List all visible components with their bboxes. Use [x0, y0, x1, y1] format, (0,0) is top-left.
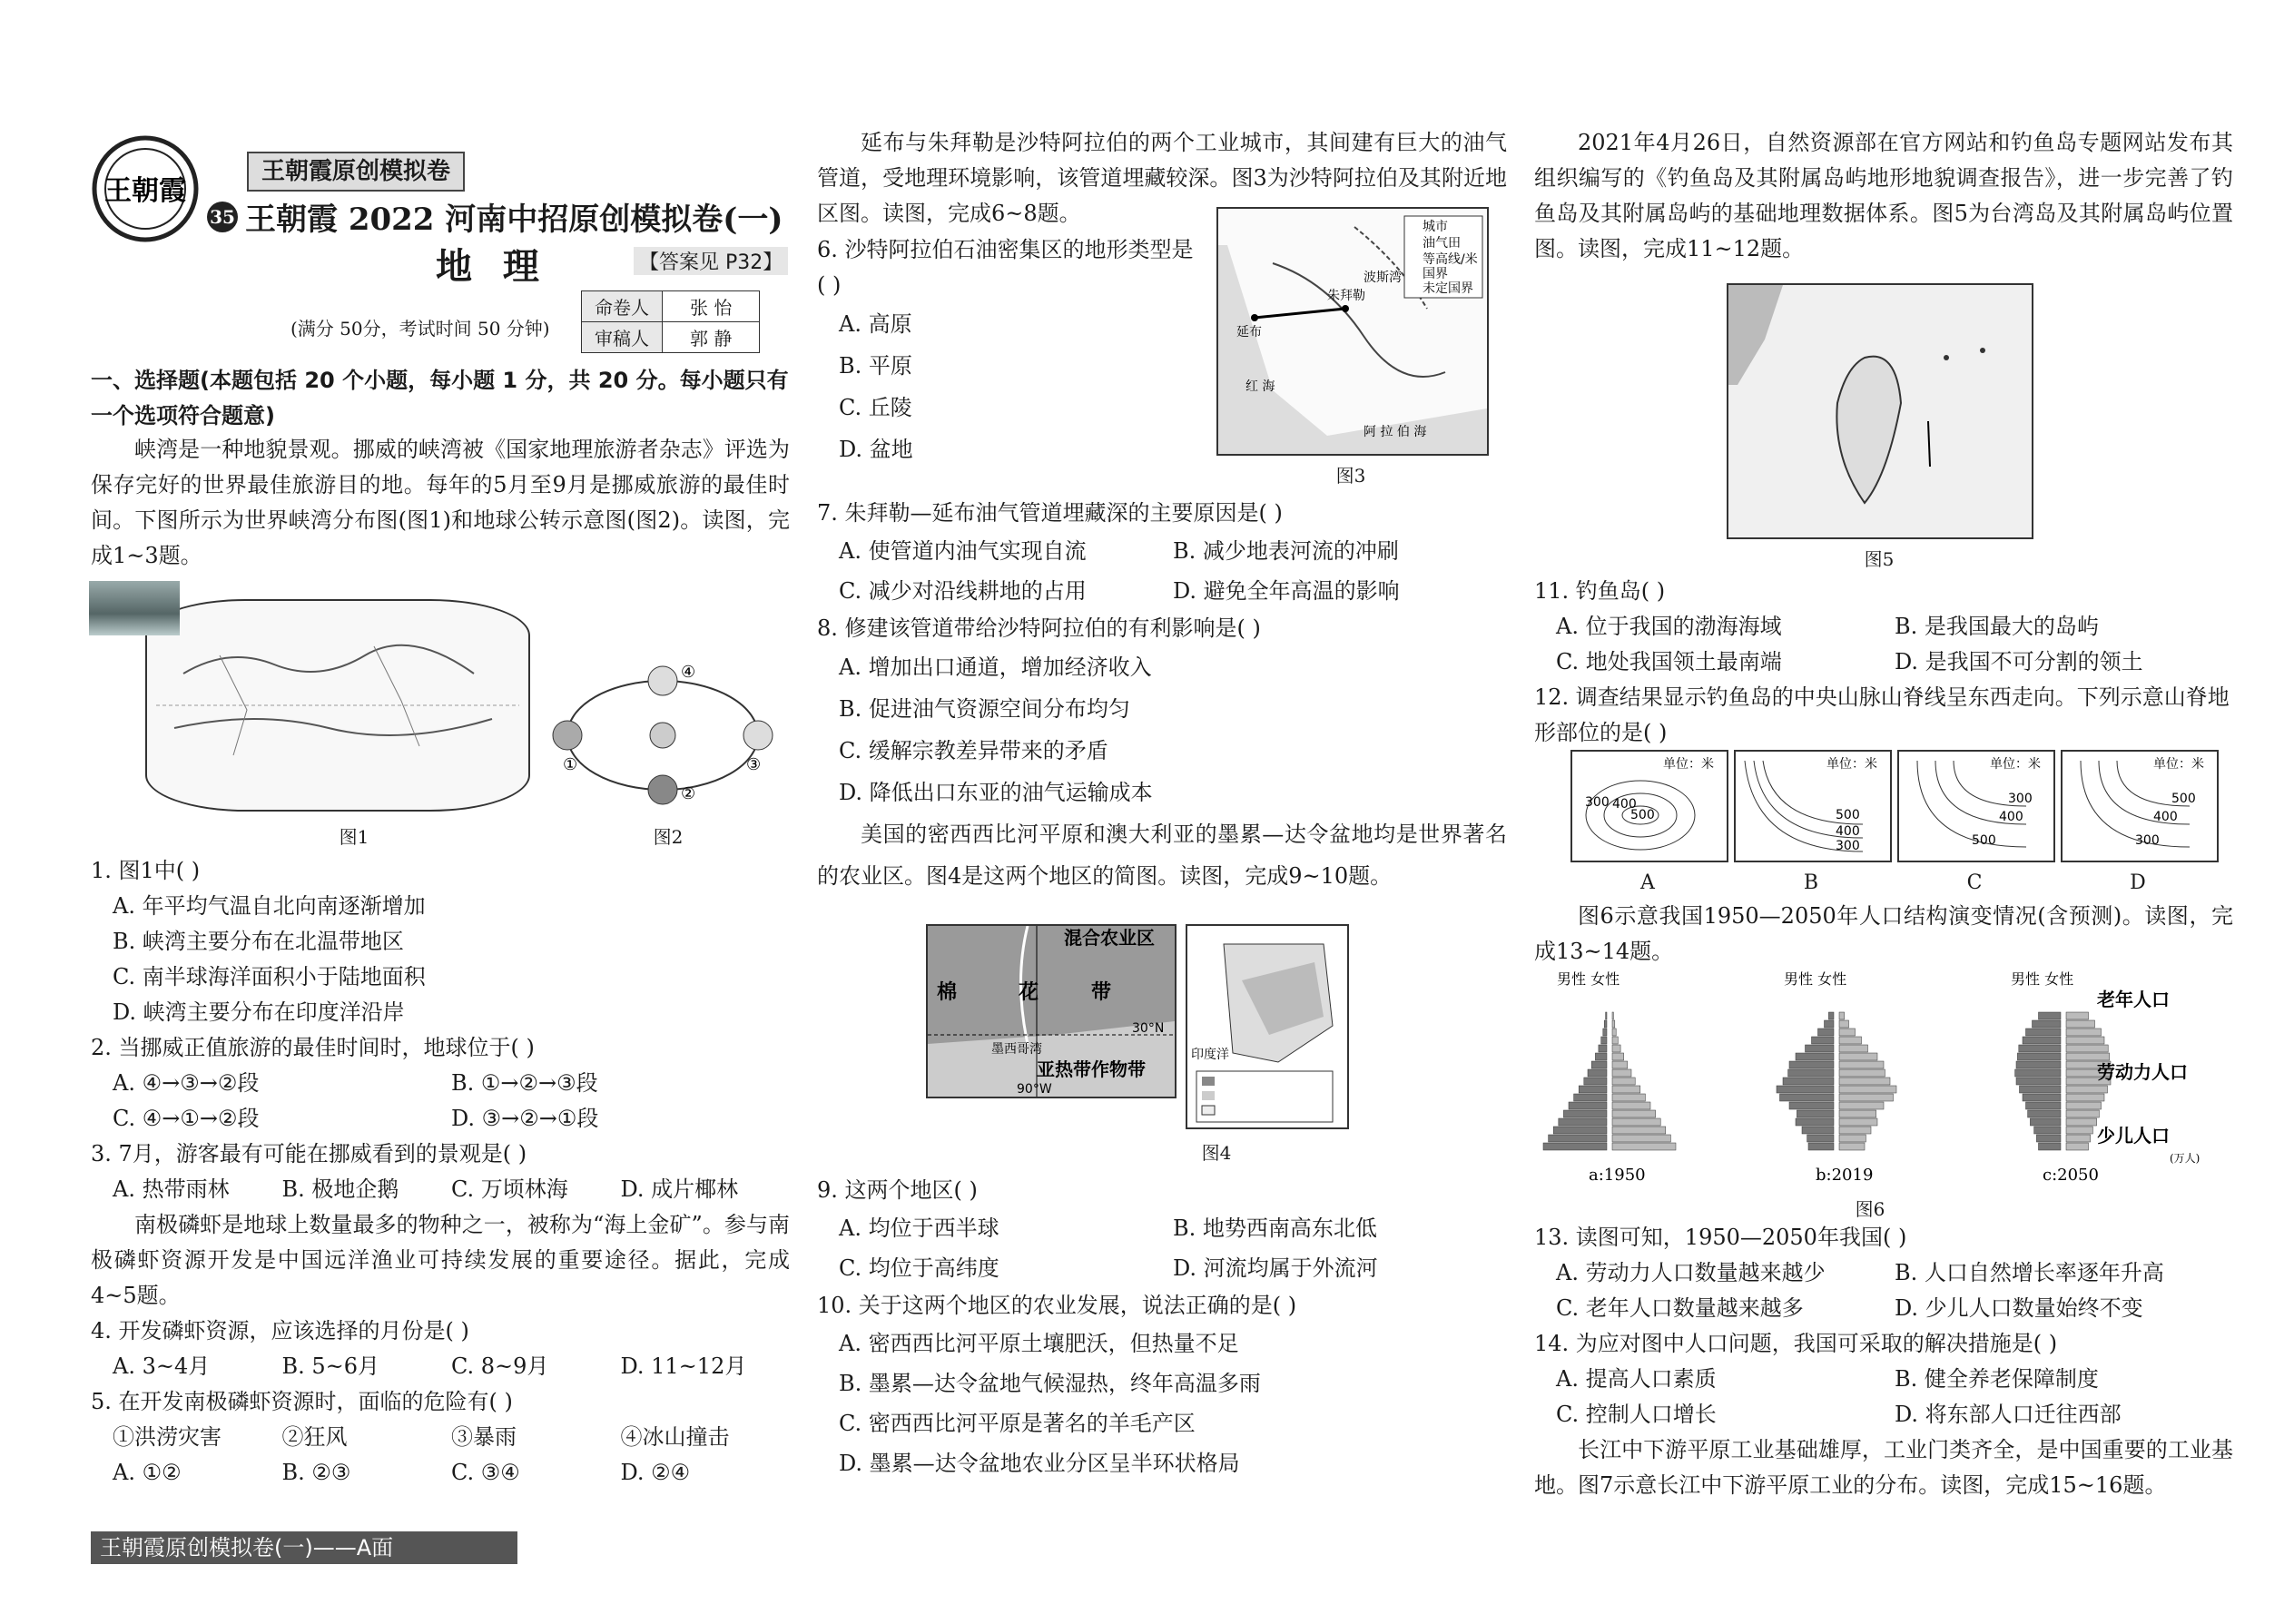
pyramid-bar: [1563, 1110, 1607, 1117]
pyramid-bar: [2039, 1012, 2062, 1019]
q3-option-b[interactable]: B. 极地企鹅: [281, 1176, 399, 1202]
q5-option-b[interactable]: B. ②③: [281, 1460, 351, 1485]
contour-c-unit: 单位：米: [1990, 757, 2041, 772]
pyramid-bar: [1789, 1102, 1834, 1109]
pyramid-bar: [1839, 1143, 1865, 1150]
setter-label: 命卷人: [582, 291, 663, 322]
q7-option-a[interactable]: A. 使管道内油气实现自流: [839, 538, 1087, 564]
q4-option-c[interactable]: C. 8~9月: [451, 1353, 549, 1379]
contour-b-unit: 单位：米: [1826, 757, 1877, 772]
question-10-options: [817, 1324, 1507, 1483]
fig4-label-lat: 30°N: [1132, 1021, 1165, 1036]
question-4-options: [91, 1349, 790, 1384]
pyramid-bar: [1839, 1045, 1868, 1052]
contour-d-value-1: 500: [2171, 792, 2196, 806]
question-5-items: [91, 1420, 790, 1455]
contour-b-value-3: 300: [1836, 839, 1860, 853]
intro-yangtze-industry: 长江中下游平原工业基础雄厚，工业门类齐全，是中国重要的工业基地。图7示意长江中下游平原工业的分布。读图，完成15~16题。: [1534, 1437, 2233, 1498]
pyramid-bar: [2026, 1102, 2062, 1109]
contour-c-value-3: 500: [1972, 833, 1996, 848]
q5-option-c[interactable]: C. ③④: [451, 1460, 520, 1485]
question-13-options: [1534, 1255, 2233, 1326]
contour-option-b[interactable]: [1734, 750, 1888, 894]
q8-option-a[interactable]: A. 增加出口通道，增加经济收入: [839, 655, 1152, 680]
q5-option-d[interactable]: D. ②④: [620, 1460, 691, 1485]
pyramid-bar: [1839, 1135, 1866, 1142]
question-11-options: [1534, 609, 2233, 680]
pyramid-bar: [1818, 1029, 1835, 1036]
q11-option-d[interactable]: D. 是我国不可分割的领土: [1895, 649, 2143, 674]
pyramid-bar: [1599, 1045, 1607, 1052]
q3-option-a[interactable]: A. 热带雨林: [113, 1176, 230, 1202]
question-5: 5. 在开发南极磷虾资源时，面临的危险有( ): [91, 1389, 513, 1414]
pyramid-bar: [1839, 1094, 1894, 1101]
pyramid-bar: [1783, 1078, 1834, 1085]
question-14: 14. 为应对图中人口问题，我国可采取的解决措施是( ): [1534, 1331, 2058, 1356]
q3-option-d[interactable]: D. 成片椰林: [620, 1176, 739, 1202]
q14-option-a[interactable]: A. 提高人口素质: [1556, 1366, 1717, 1392]
fig4-label-lon: 90°W: [1017, 1082, 1052, 1097]
fig4-label-cotton-1: 棉: [937, 980, 958, 1004]
q11-option-a[interactable]: A. 位于我国的渤海海域: [1556, 614, 1782, 639]
pyramid-bar: [1603, 1029, 1607, 1036]
fig4-label-indian-ocean: 印度洋: [1191, 1048, 1229, 1062]
pyramid-bar: [1612, 1143, 1676, 1150]
figure-1-caption: 图1: [339, 826, 369, 848]
pyramid-bar: [1812, 1037, 1835, 1044]
pyramid-bar: [1797, 1110, 1834, 1117]
pyramid-bar: [2036, 1135, 2061, 1142]
pyramid-bar: [1839, 1078, 1890, 1085]
pyramid-bar: [1806, 1045, 1835, 1052]
contour-a-value-2: 400: [1612, 797, 1637, 812]
pyramid-bar: [2033, 1020, 2062, 1028]
pyramid-sex-labels: 男性 女性: [1784, 970, 1847, 988]
svg-text:王朝霞: 王朝霞: [104, 175, 186, 207]
fig3-legend-border: 国界: [1423, 267, 1448, 281]
pyramid-bar: [1789, 1061, 1834, 1068]
fig3-label-jubail: 朱拜勒: [1327, 289, 1365, 303]
intro-diaoyu: 2021年4月26日，自然资源部在官方网站和钓鱼岛专题网站发布其组织编写的《钓鱼岛及其附属岛屿地形地貌调查报告》，进一步完善了钓鱼岛及其附属岛屿的基础地理数据体系。图5为台湾岛及其附属岛屿位置图。读图，完成11~12题。: [1534, 130, 2233, 261]
pyramid-bar: [1553, 1127, 1607, 1134]
question-8-options: [817, 646, 1507, 813]
intro-pipeline: 延布与朱拜勒是沙特阿拉伯的两个工业城市，其间建有巨大的油气管道，受地理环境影响，该管道埋藏较深。图3为沙特阿拉伯及其附近地区图。读图，完成6~8题。: [817, 130, 1507, 226]
q9-option-c[interactable]: C. 均位于高纬度: [839, 1255, 999, 1281]
figure-4-caption: 图4: [1201, 1142, 1232, 1164]
pyramid-bar: [2016, 1078, 2061, 1085]
fig3-label-red-sea: 红 海: [1245, 379, 1275, 394]
contour-c-letter: C: [1966, 871, 1983, 894]
question-5-options: [91, 1455, 790, 1491]
q9-option-b[interactable]: B. 地势西南高东北低: [1173, 1216, 1377, 1241]
pyramid-bar: [1612, 1045, 1620, 1052]
pyramid-bar: [1612, 1012, 1613, 1019]
pyramid-bar: [1780, 1094, 1835, 1101]
q8-option-c[interactable]: C. 缓解宗教差异带来的矛盾: [839, 738, 1108, 763]
pyramid-bar: [1839, 1118, 1877, 1126]
pyramid-bar: [1579, 1086, 1607, 1093]
pyramid-bar: [2066, 1037, 2104, 1044]
svg-text:③: ③: [746, 755, 762, 774]
pyramid-bar: [1606, 1012, 1607, 1019]
q6-option-b[interactable]: B. 平原: [839, 353, 912, 379]
question-6: 6. 沙特阿拉伯石油密集区的地形类型是( ): [817, 237, 1194, 298]
q10-option-d[interactable]: D. 墨累—达令盆地农业分区呈半环状格局: [839, 1451, 1240, 1476]
answer-reference: 【答案见 P32】: [634, 247, 788, 275]
q5-item-1: ①洪涝灾害: [113, 1424, 222, 1450]
pyramid-bar: [1612, 1110, 1656, 1117]
question-4: 4. 开发磷虾资源，应该选择的月份是( ): [91, 1318, 469, 1343]
pyramid-bar: [2066, 1086, 2108, 1093]
contour-option-d[interactable]: [2061, 750, 2215, 894]
pyramid-bar: [1612, 1102, 1650, 1109]
q5-item-2: ②狂风: [281, 1424, 348, 1450]
paper-number-badge: 35: [207, 202, 238, 232]
pyramid-bar: [1802, 1127, 1834, 1134]
pyramid-bar: [1569, 1102, 1607, 1109]
question-3: 3. 7月，游客最有可能在挪威看到的景观是( ): [91, 1141, 527, 1166]
q14-option-b[interactable]: B. 健全养老保障制度: [1895, 1366, 2099, 1392]
pyramid-bar: [2020, 1086, 2062, 1093]
contour-a-value-3: 500: [1630, 808, 1655, 822]
pyramid-bar: [1612, 1086, 1640, 1093]
pyramid-bar: [1612, 1127, 1666, 1134]
pyramid-bar: [2030, 1118, 2061, 1126]
pyramid-bar: [2066, 1118, 2097, 1126]
contour-d-value-2: 400: [2153, 810, 2178, 824]
pyramid-bar: [1777, 1086, 1834, 1093]
q11-option-c[interactable]: C. 地处我国领土最南端: [1556, 649, 1782, 674]
pyramid-bar: [1559, 1118, 1607, 1126]
fig4-label-cotton-3: 带: [1091, 980, 1112, 1004]
pyramid-bar: [2034, 1127, 2061, 1134]
q13-option-c[interactable]: C. 老年人口数量越来越多: [1556, 1295, 1804, 1321]
fig3-legend-city: 城市: [1423, 220, 1448, 234]
q5-item-4: ④冰山撞击: [620, 1424, 730, 1450]
q10-option-a[interactable]: A. 密西西比河平原土壤肥沃，但热量不足: [839, 1331, 1239, 1356]
pyramid-bar: [1612, 1135, 1670, 1142]
fig3-legend-oilfield: 油气田: [1423, 236, 1461, 251]
q2-option-b[interactable]: B. ①→②→③段: [451, 1070, 598, 1096]
figure-4-murray-darling-map: [1186, 924, 1349, 1129]
reviewer-label: 审稿人: [582, 322, 663, 353]
q8-option-d[interactable]: D. 降低出口东亚的油气运输成本: [839, 780, 1153, 805]
brand-seal-logo: [91, 134, 200, 243]
pyramid-bar: [1604, 1020, 1607, 1028]
contour-c-value-2: 400: [1999, 810, 2023, 824]
q3-option-c[interactable]: C. 万顷林海: [451, 1176, 568, 1202]
author-table: [581, 290, 760, 353]
pyramid-bar: [2066, 1102, 2102, 1109]
fig4-label-cotton-2: 花: [1019, 980, 1039, 1004]
pyramid-bar: [1612, 1029, 1616, 1036]
series-badge: 王朝霞原创模拟卷: [247, 152, 465, 192]
contour-c-value-1: 300: [2008, 792, 2033, 806]
paper-title: 王朝霞 2022 河南中招原创模拟卷(一): [245, 202, 783, 238]
question-7: 7. 朱拜勒—延布油气管道埋藏深的主要原因是( ): [817, 500, 1283, 526]
pyramid-bar: [2066, 1053, 2110, 1060]
q6-option-c[interactable]: C. 丘陵: [839, 395, 912, 420]
pyramid-bar: [2066, 1020, 2095, 1028]
pyramid-bar: [1839, 1012, 1845, 1019]
contour-a-value-1: 300: [1585, 795, 1610, 810]
pyramid-bar: [1612, 1069, 1631, 1077]
svg-text:②: ②: [681, 784, 696, 803]
question-13: 13. 读图可知，1950—2050年我国( ): [1534, 1225, 1907, 1250]
q4-option-b[interactable]: B. 5~6月: [281, 1353, 380, 1379]
pyramid-bar: [1591, 1061, 1607, 1068]
pyramid-bar: [2039, 1143, 2062, 1150]
pyramid-bar: [1839, 1086, 1896, 1093]
q11-option-b[interactable]: B. 是我国最大的岛屿: [1895, 614, 2099, 639]
q13-option-a[interactable]: A. 劳动力人口数量越来越少: [1556, 1260, 1826, 1285]
figure-2-caption: 图2: [653, 826, 684, 848]
subject-title: 地 理: [436, 245, 548, 288]
pyramid-bar: [1612, 1078, 1635, 1085]
question-1-options: [91, 889, 790, 1030]
figure-1-world-map: [145, 599, 530, 812]
figure-4-mississippi-map: [926, 924, 1177, 1098]
pyramid-caption: a:1950: [1589, 1166, 1646, 1185]
question-9: 9. 这两个地区( ): [817, 1177, 978, 1203]
q13-option-d[interactable]: D. 少儿人口数量始终不变: [1895, 1295, 2143, 1321]
svg-text:④: ④: [681, 663, 696, 682]
q7-option-c[interactable]: C. 减少对沿线耕地的占用: [839, 578, 1087, 604]
pyramid-group-label: 劳动力人口: [2097, 1061, 2188, 1083]
pyramid-bar: [1839, 1069, 1885, 1077]
pyramid-bar: [1788, 1069, 1834, 1077]
pyramid-bar: [2066, 1110, 2099, 1117]
q10-option-b[interactable]: B. 墨累—达令盆地气候湿热，终年高温多雨: [839, 1371, 1261, 1396]
pyramid-bar: [1584, 1078, 1607, 1085]
pyramid-caption: c:2050: [2043, 1166, 2099, 1185]
pyramid-bar: [1612, 1118, 1660, 1126]
figure-6-pyramids: [1534, 969, 2233, 1187]
pyramid-bar: [2026, 1029, 2062, 1036]
q2-option-a[interactable]: A. ④→③→②段: [113, 1070, 260, 1096]
intro-population: 图6示意我国1950—2050年人口结构演变情况(含预测)。读图，完成13~14题。: [1534, 903, 2233, 964]
pyramid-bar: [1839, 1102, 1884, 1109]
contour-b-value-1: 500: [1836, 808, 1860, 822]
contour-a-letter: A: [1640, 871, 1655, 894]
pyramid-sex-labels: 男性 女性: [1557, 970, 1620, 988]
pyramid-bar: [2066, 1094, 2104, 1101]
q8-option-b[interactable]: B. 促进油气资源空间分布均匀: [839, 696, 1130, 722]
question-11: 11. 钓鱼岛( ): [1534, 578, 1666, 604]
pyramid-bar: [1839, 1127, 1871, 1134]
svg-text:①: ①: [563, 755, 578, 774]
q14-option-d[interactable]: D. 将东部人口迁往西部: [1895, 1402, 2122, 1427]
pyramid-bar: [1595, 1053, 1607, 1060]
contour-options-row: [1570, 750, 2224, 894]
contour-option-c[interactable]: [1897, 750, 2052, 894]
pyramid-bar: [1612, 1053, 1624, 1060]
figure-3-caption: 图3: [1335, 465, 1366, 487]
pyramid-bar: [1574, 1094, 1607, 1101]
question-2-options: [91, 1066, 790, 1137]
pyramid-bar: [1588, 1069, 1607, 1077]
pyramid-bar: [2066, 1143, 2089, 1150]
population-pyramids-svg: [1534, 969, 2233, 1187]
question-14-options: [1534, 1362, 2233, 1432]
q6-option-a[interactable]: A. 高原: [839, 311, 912, 337]
fig3-legend-contour: 等高线/米: [1423, 252, 1478, 267]
pyramid-bar: [1612, 1061, 1628, 1068]
question-3-options: [91, 1172, 790, 1207]
pyramid-bar: [2066, 1135, 2091, 1142]
pyramid-bar: [1839, 1037, 1862, 1044]
fig4-label-gulf: 墨西哥湾: [991, 1042, 1042, 1057]
contour-d-value-3: 300: [2135, 833, 2160, 848]
question-6-options: [817, 303, 1198, 470]
setter-name: 张 怡: [663, 291, 760, 322]
pyramid-bar: [1839, 1029, 1856, 1036]
question-9-options: [817, 1208, 1507, 1288]
pyramid-bar: [1807, 1135, 1834, 1142]
pyramid-bar: [2016, 1061, 2061, 1068]
question-1: 1. 图1中( ): [91, 858, 201, 883]
q10-option-c[interactable]: C. 密西西比河平原是著名的羊毛产区: [839, 1411, 1196, 1436]
question-12: 12. 调查结果显示钓鱼岛的中央山脉山脊线呈东西走向。下列示意山脊地形部位的是( ): [1534, 684, 2230, 745]
pyramid-bar: [1612, 1094, 1645, 1101]
figure-3-saudi-map: [1216, 207, 1489, 456]
contour-d-unit: 单位：米: [2153, 757, 2204, 772]
q1-option-b[interactable]: B. 峡湾主要分布在北温带地区: [113, 929, 404, 954]
q1-option-a[interactable]: A. 年平均气温自北向南逐渐增加: [113, 893, 426, 919]
fig4-label-mixed-farming: 混合农业区: [1064, 927, 1155, 949]
pyramid-bar: [2017, 1053, 2061, 1060]
pyramid-bar: [1612, 1037, 1618, 1044]
pyramid-bar: [1828, 1012, 1834, 1019]
pyramid-bar: [1612, 1020, 1615, 1028]
intro-krill: 南极磷虾是地球上数量最多的物种之一，被称为“海上金矿”。参与南极磷虾资源开发是中国远洋渔业可持续发展的重要途径。据此，完成4~5题。: [91, 1212, 790, 1308]
figure-2-orbit: [545, 654, 781, 817]
q13-option-b[interactable]: B. 人口自然增长率逐年升高: [1895, 1260, 2164, 1285]
reviewer-name: 郭 静: [663, 322, 760, 353]
fig4-label-subtropical: 亚热带作物带: [1037, 1058, 1146, 1080]
q7-option-b[interactable]: B. 减少地表河流的冲刷: [1173, 538, 1399, 564]
figure-5-taiwan-map: [1727, 283, 2033, 539]
question-2: 2. 当挪威正值旅游的最佳时间时，地球位于( ): [91, 1035, 535, 1060]
contour-b-letter: B: [1803, 871, 1819, 894]
pyramid-bar: [1543, 1143, 1607, 1150]
pyramid-bar: [2023, 1037, 2061, 1044]
fig3-legend-undetermined: 未定国界: [1423, 281, 1473, 296]
pyramid-bar: [2066, 1012, 2089, 1019]
pyramid-bar: [1796, 1118, 1834, 1126]
fjord-photo: [89, 581, 180, 635]
section-heading: 一、选择题(本题包括 20 个小题，每小题 1 分，共 20 分。每小题只有一个选项符合题意): [91, 368, 789, 428]
pyramid-bar: [1825, 1020, 1835, 1028]
world-map-sketch: [147, 601, 528, 810]
pyramid-group-label: 老年人口: [2097, 989, 2170, 1010]
pyramid-bar: [1839, 1020, 1849, 1028]
contour-d-letter: D: [2130, 871, 2146, 894]
intro-fjord: 峡湾是一种地貌景观。挪威的峡湾被《国家地理旅游者杂志》评选为保存完好的世界最佳旅游目的地。每年的5月至9月是挪威旅游的最佳时间。下图所示为世界峡湾分布图(图1)和地球公转示意图(图2)。读图，完成1~3题。: [91, 437, 790, 568]
pyramid-bar: [2066, 1045, 2108, 1052]
pyramid-bar: [2023, 1094, 2061, 1101]
q2-option-c[interactable]: C. ④→①→②段: [113, 1106, 260, 1131]
q1-option-c[interactable]: C. 南半球海洋面积小于陆地面积: [113, 964, 426, 989]
pyramid-bar: [1839, 1110, 1876, 1117]
pyramid-caption: b:2019: [1816, 1166, 1874, 1185]
q4-option-a[interactable]: A. 3~4月: [113, 1353, 211, 1379]
pyramid-bar: [2015, 1069, 2061, 1077]
q9-option-d[interactable]: D. 河流均属于外流河: [1173, 1255, 1378, 1281]
q5-option-a[interactable]: A. ①②: [113, 1460, 182, 1485]
fig3-label-persian-gulf: 波斯湾: [1364, 271, 1402, 285]
pyramid-bar: [1839, 1053, 1877, 1060]
page-footer: 王朝霞原创模拟卷(一)——A面: [91, 1531, 517, 1564]
pyramid-bar: [2028, 1110, 2061, 1117]
q5-item-3: ③暴雨: [451, 1424, 517, 1450]
pyramid-sex-labels: 男性 女性: [2011, 970, 2074, 988]
pyramid-bar: [1549, 1135, 1607, 1142]
q6-option-d[interactable]: D. 盆地: [839, 437, 913, 462]
pyramid-bar: [2066, 1127, 2092, 1134]
question-10: 10. 关于这两个地区的农业发展，说法正确的是( ): [817, 1293, 1297, 1318]
exam-info: (满分 50分，考试时间 50 分钟): [290, 318, 550, 340]
fig3-label-yanbu: 延布: [1236, 325, 1262, 340]
q4-option-d[interactable]: D. 11~12月: [620, 1353, 747, 1379]
q14-option-c[interactable]: C. 控制人口增长: [1556, 1402, 1717, 1427]
contour-b-value-2: 400: [1836, 824, 1860, 839]
q9-option-a[interactable]: A. 均位于西半球: [839, 1216, 999, 1241]
pyramid-bar: [2019, 1045, 2061, 1052]
figure-6-caption: 图6: [1855, 1198, 1885, 1220]
pyramid-bar: [1839, 1061, 1884, 1068]
fig3-label-arabian-sea: 阿 拉 伯 海: [1364, 425, 1427, 439]
question-7-options: [817, 531, 1507, 611]
pyramid-group-label: 少儿人口: [2097, 1125, 2170, 1147]
pyramid-bar: [2066, 1029, 2102, 1036]
q2-option-d[interactable]: D. ③→②→①段: [451, 1106, 599, 1131]
pyramid-bar: [1796, 1053, 1834, 1060]
q7-option-d[interactable]: D. 避免全年高温的影响: [1173, 578, 1400, 604]
figure-5-caption: 图5: [1864, 548, 1895, 570]
question-8: 8. 修建该管道带给沙特阿拉伯的有利影响是( ): [817, 615, 1261, 641]
q1-option-d[interactable]: D. 峡湾主要分布在印度洋沿岸: [113, 999, 405, 1025]
contour-option-a[interactable]: [1570, 750, 1725, 894]
pyramid-axis-unit: (万人): [2170, 1152, 2200, 1165]
contour-a-unit: 单位：米: [1663, 757, 1714, 772]
intro-agriculture: 美国的密西西比河平原和澳大利亚的墨累—达令盆地均是世界著名的农业区。图4是这两个地区的简图。读图，完成9~10题。: [817, 822, 1507, 889]
pyramid-bar: [1808, 1143, 1834, 1150]
pyramid-bar: [1601, 1037, 1607, 1044]
